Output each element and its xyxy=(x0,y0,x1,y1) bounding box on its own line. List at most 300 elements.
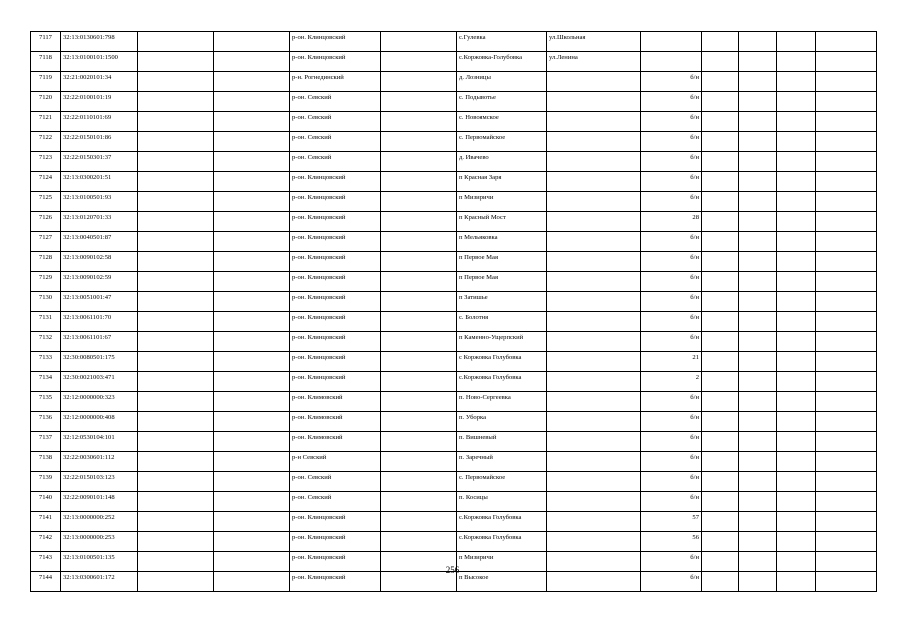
cell-settlement: п. Заречный xyxy=(457,452,547,472)
cell-empty xyxy=(739,512,777,532)
cell-district: р-он. Севский xyxy=(290,132,381,152)
cell-number: 7117 xyxy=(31,32,61,52)
cell-empty xyxy=(816,452,877,472)
cell-street xyxy=(547,192,641,212)
cell-number: 7144 xyxy=(31,572,61,592)
cell-cadastral-number: 32:30:0080501:175 xyxy=(61,352,138,372)
cell-settlement: п. Косицы xyxy=(457,492,547,512)
cell-empty xyxy=(816,292,877,312)
cell-empty xyxy=(702,132,739,152)
cell-empty xyxy=(702,392,739,412)
cell-empty xyxy=(702,272,739,292)
cell-cadastral-number: 32:13:0040501:87 xyxy=(61,232,138,252)
cell-settlement: с.Коржовка Голубовка xyxy=(457,372,547,392)
cell-empty xyxy=(816,52,877,72)
cell-cadastral-number: 32:21:0020101:34 xyxy=(61,72,138,92)
cell-empty xyxy=(816,72,877,92)
cell-empty xyxy=(214,132,290,152)
cell-house-number: б/н xyxy=(641,252,702,272)
cell-empty xyxy=(214,412,290,432)
cell-empty xyxy=(381,92,457,112)
cell-empty xyxy=(138,192,214,212)
cell-empty xyxy=(816,332,877,352)
cell-empty xyxy=(816,132,877,152)
cell-district: р-он. Севский xyxy=(290,92,381,112)
table-row xyxy=(31,532,877,552)
cell-empty xyxy=(739,452,777,472)
cell-cadastral-number: 32:12:0000000:323 xyxy=(61,392,138,412)
cell-empty xyxy=(381,252,457,272)
cell-empty xyxy=(138,92,214,112)
cell-street xyxy=(547,392,641,412)
cell-house-number xyxy=(641,52,702,72)
table-row xyxy=(31,172,877,192)
cell-house-number: б/н xyxy=(641,312,702,332)
cell-cadastral-number: 32:13:0061101:67 xyxy=(61,332,138,352)
cell-empty xyxy=(214,532,290,552)
cell-empty xyxy=(777,192,816,212)
cell-empty xyxy=(702,472,739,492)
cell-district: р-он. Клинцовский xyxy=(290,512,381,532)
cell-street xyxy=(547,132,641,152)
cell-empty xyxy=(138,232,214,252)
cell-empty xyxy=(777,52,816,72)
table-row xyxy=(31,452,877,472)
table-row xyxy=(31,212,877,232)
cell-empty xyxy=(138,52,214,72)
cell-number: 7123 xyxy=(31,152,61,172)
cell-empty xyxy=(777,392,816,412)
cell-district: р-н Севский xyxy=(290,452,381,472)
cell-cadastral-number: 32:13:0051001:47 xyxy=(61,292,138,312)
cell-empty xyxy=(777,352,816,372)
cell-empty xyxy=(214,252,290,272)
cell-empty xyxy=(214,292,290,312)
cell-district: р-он. Клинцовский xyxy=(290,232,381,252)
cell-street xyxy=(547,212,641,232)
cell-number: 7121 xyxy=(31,112,61,132)
cell-empty xyxy=(739,232,777,252)
cell-cadastral-number: 32:22:0030601:112 xyxy=(61,452,138,472)
cell-empty xyxy=(214,172,290,192)
cell-empty xyxy=(214,52,290,72)
cell-empty xyxy=(702,432,739,452)
cell-house-number: б/н xyxy=(641,152,702,172)
cell-settlement: д. Лозницы xyxy=(457,72,547,92)
table-row xyxy=(31,352,877,372)
cell-number: 7125 xyxy=(31,192,61,212)
cell-district: р-он. Клинцовский xyxy=(290,292,381,312)
cell-number: 7128 xyxy=(31,252,61,272)
cell-house-number: 56 xyxy=(641,532,702,552)
cell-settlement: д. Ивачево xyxy=(457,152,547,172)
cell-empty xyxy=(816,232,877,252)
cell-empty xyxy=(138,412,214,432)
cell-empty xyxy=(816,252,877,272)
cell-district: р-он. Клинцовский xyxy=(290,52,381,72)
cell-district: р-он. Клинцовский xyxy=(290,252,381,272)
cell-house-number: б/н xyxy=(641,292,702,312)
cell-street xyxy=(547,72,641,92)
table-row xyxy=(31,372,877,392)
cell-district: р-он. Климовский xyxy=(290,432,381,452)
cell-empty xyxy=(777,172,816,192)
cell-number: 7122 xyxy=(31,132,61,152)
cell-empty xyxy=(702,52,739,72)
cell-settlement: п Первое Мая xyxy=(457,272,547,292)
cell-empty xyxy=(138,512,214,532)
cell-empty xyxy=(777,72,816,92)
table-row xyxy=(31,92,877,112)
table-row xyxy=(31,292,877,312)
cell-house-number: 21 xyxy=(641,352,702,372)
cell-empty xyxy=(702,112,739,132)
cell-empty xyxy=(702,252,739,272)
cell-empty xyxy=(381,432,457,452)
cell-empty xyxy=(214,112,290,132)
cell-empty xyxy=(816,212,877,232)
cell-empty xyxy=(381,232,457,252)
cell-empty xyxy=(381,472,457,492)
cell-empty xyxy=(381,132,457,152)
cell-empty xyxy=(138,452,214,472)
cell-empty xyxy=(739,412,777,432)
cell-street xyxy=(547,472,641,492)
cell-empty xyxy=(138,312,214,332)
cell-empty xyxy=(816,352,877,372)
cell-house-number: 2 xyxy=(641,372,702,392)
cell-empty xyxy=(381,272,457,292)
cell-house-number: б/н xyxy=(641,452,702,472)
cell-district: р-он. Клинцовский xyxy=(290,32,381,52)
cell-number: 7133 xyxy=(31,352,61,372)
cell-empty xyxy=(381,452,457,472)
cell-empty xyxy=(702,512,739,532)
cell-number: 7129 xyxy=(31,272,61,292)
table-row xyxy=(31,32,877,52)
cell-cadastral-number: 32:13:0061101:70 xyxy=(61,312,138,332)
cell-settlement: с.Коржовка Голубовка xyxy=(457,532,547,552)
cell-empty xyxy=(214,232,290,252)
cell-empty xyxy=(214,272,290,292)
cell-empty xyxy=(777,372,816,392)
cell-empty xyxy=(381,392,457,412)
cell-empty xyxy=(739,252,777,272)
cell-number: 7143 xyxy=(31,552,61,572)
cell-street: ул.Ленина xyxy=(547,52,641,72)
cell-empty xyxy=(816,472,877,492)
cell-empty xyxy=(381,32,457,52)
cell-empty xyxy=(381,412,457,432)
cell-empty xyxy=(138,172,214,192)
cell-empty xyxy=(739,312,777,332)
cell-empty xyxy=(381,192,457,212)
cell-empty xyxy=(739,52,777,72)
cell-empty xyxy=(214,92,290,112)
table-row xyxy=(31,112,877,132)
cell-empty xyxy=(138,112,214,132)
cell-district: р-он. Клинцовский xyxy=(290,372,381,392)
cell-empty xyxy=(816,32,877,52)
cell-empty xyxy=(777,512,816,532)
cell-number: 7134 xyxy=(31,372,61,392)
cell-settlement: п Каменно-Ущерпский xyxy=(457,332,547,352)
cell-house-number: б/н xyxy=(641,572,702,592)
registry-table xyxy=(30,31,877,592)
cell-district: р-н. Рогнединский xyxy=(290,72,381,92)
table-row xyxy=(31,72,877,92)
cell-empty xyxy=(138,72,214,92)
cell-empty xyxy=(214,492,290,512)
cell-house-number: б/н xyxy=(641,172,702,192)
table-row xyxy=(31,152,877,172)
cell-empty xyxy=(381,152,457,172)
cell-empty xyxy=(214,32,290,52)
cell-empty xyxy=(739,72,777,92)
cell-empty xyxy=(816,272,877,292)
cell-empty xyxy=(702,172,739,192)
cell-empty xyxy=(816,92,877,112)
cell-street xyxy=(547,312,641,332)
cell-cadastral-number: 32:13:0090102:59 xyxy=(61,272,138,292)
cell-district: р-он. Севский xyxy=(290,112,381,132)
cell-number: 7120 xyxy=(31,92,61,112)
table-row xyxy=(31,392,877,412)
cell-street: ул.Школьная xyxy=(547,32,641,52)
cell-empty xyxy=(381,532,457,552)
cell-empty xyxy=(739,292,777,312)
cell-empty xyxy=(777,432,816,452)
cell-empty xyxy=(739,272,777,292)
cell-empty xyxy=(138,152,214,172)
cell-empty xyxy=(214,312,290,332)
table-row xyxy=(31,312,877,332)
cell-empty xyxy=(739,352,777,372)
cell-empty xyxy=(381,292,457,312)
cell-empty xyxy=(816,192,877,212)
cell-street xyxy=(547,412,641,432)
cell-empty xyxy=(381,312,457,332)
cell-district: р-он. Клинцовский xyxy=(290,352,381,372)
cell-empty xyxy=(381,492,457,512)
cell-empty xyxy=(702,352,739,372)
cell-empty xyxy=(702,372,739,392)
cell-empty xyxy=(777,212,816,232)
cell-house-number: б/н xyxy=(641,272,702,292)
cell-empty xyxy=(214,72,290,92)
cell-house-number xyxy=(641,32,702,52)
cell-empty xyxy=(739,472,777,492)
cell-empty xyxy=(702,492,739,512)
cell-empty xyxy=(777,472,816,492)
cell-empty xyxy=(777,112,816,132)
cell-number: 7132 xyxy=(31,332,61,352)
cell-house-number: б/н xyxy=(641,332,702,352)
cell-house-number: б/н xyxy=(641,412,702,432)
cell-empty xyxy=(816,152,877,172)
cell-settlement: п. Вишневый xyxy=(457,432,547,452)
cell-house-number: б/н xyxy=(641,72,702,92)
cell-cadastral-number: 32:22:0110101:69 xyxy=(61,112,138,132)
cell-empty xyxy=(739,492,777,512)
cell-settlement: п Мельяковка xyxy=(457,232,547,252)
cell-street xyxy=(547,532,641,552)
cell-empty xyxy=(777,532,816,552)
cell-house-number: 57 xyxy=(641,512,702,532)
cell-empty xyxy=(739,172,777,192)
cell-empty xyxy=(214,512,290,532)
cell-empty xyxy=(702,32,739,52)
cell-empty xyxy=(777,332,816,352)
cell-street xyxy=(547,452,641,472)
cell-empty xyxy=(138,352,214,372)
cell-empty xyxy=(214,352,290,372)
cell-empty xyxy=(777,272,816,292)
cell-house-number: б/н xyxy=(641,432,702,452)
cell-settlement: п Высокое xyxy=(457,572,547,592)
cell-empty xyxy=(381,172,457,192)
cell-empty xyxy=(214,472,290,492)
cell-cadastral-number: 32:22:0090101:148 xyxy=(61,492,138,512)
cell-empty xyxy=(381,72,457,92)
cell-district: р-он. Клинцовский xyxy=(290,172,381,192)
cell-street xyxy=(547,332,641,352)
cell-street xyxy=(547,292,641,312)
page-number: 256 xyxy=(445,565,460,575)
cell-number: 7137 xyxy=(31,432,61,452)
cell-district: р-он. Клинцовский xyxy=(290,212,381,232)
cell-cadastral-number: 32:12:0000000:408 xyxy=(61,412,138,432)
table-row xyxy=(31,192,877,212)
cell-empty xyxy=(214,372,290,392)
cell-street xyxy=(547,92,641,112)
cell-cadastral-number: 32:13:0300601:172 xyxy=(61,572,138,592)
cell-empty xyxy=(381,52,457,72)
table-row xyxy=(31,492,877,512)
cell-empty xyxy=(702,232,739,252)
cell-empty xyxy=(816,312,877,332)
cell-empty xyxy=(214,452,290,472)
cell-empty xyxy=(138,132,214,152)
cell-empty xyxy=(777,152,816,172)
cell-number: 7139 xyxy=(31,472,61,492)
cell-number: 7119 xyxy=(31,72,61,92)
cell-empty xyxy=(702,292,739,312)
cell-empty xyxy=(702,212,739,232)
cell-number: 7126 xyxy=(31,212,61,232)
cell-empty xyxy=(381,372,457,392)
cell-empty xyxy=(702,332,739,352)
cell-number: 7131 xyxy=(31,312,61,332)
cell-empty xyxy=(816,492,877,512)
cell-empty xyxy=(702,192,739,212)
cell-empty xyxy=(739,372,777,392)
cell-number: 7136 xyxy=(31,412,61,432)
cell-empty xyxy=(777,32,816,52)
cell-settlement: п Красная Заря xyxy=(457,172,547,192)
cell-number: 7124 xyxy=(31,172,61,192)
cell-settlement: п Затишье xyxy=(457,292,547,312)
cell-empty xyxy=(739,112,777,132)
cell-number: 7138 xyxy=(31,452,61,472)
cell-empty xyxy=(777,412,816,432)
cell-district: р-он. Климовский xyxy=(290,392,381,412)
cell-empty xyxy=(214,212,290,232)
cell-district: р-он. Севский xyxy=(290,152,381,172)
cell-empty xyxy=(214,332,290,352)
cell-empty xyxy=(739,32,777,52)
cell-district: р-он. Клинцовский xyxy=(290,192,381,212)
cell-settlement: с. Новоямское xyxy=(457,112,547,132)
cell-empty xyxy=(816,512,877,532)
cell-empty xyxy=(138,212,214,232)
cell-empty xyxy=(138,272,214,292)
cell-street xyxy=(547,372,641,392)
cell-cadastral-number: 32:22:0100101:19 xyxy=(61,92,138,112)
cell-empty xyxy=(777,92,816,112)
cell-empty xyxy=(777,312,816,332)
cell-settlement: п Мизиричи xyxy=(457,552,547,572)
cell-empty xyxy=(777,252,816,272)
cell-empty xyxy=(381,332,457,352)
cell-empty xyxy=(739,192,777,212)
cell-house-number: б/н xyxy=(641,132,702,152)
cell-empty xyxy=(816,432,877,452)
cell-empty xyxy=(138,292,214,312)
cell-number: 7140 xyxy=(31,492,61,512)
table-row xyxy=(31,132,877,152)
cell-empty xyxy=(777,232,816,252)
cell-empty xyxy=(739,392,777,412)
cell-settlement: с Коржовка Голубовка xyxy=(457,352,547,372)
cell-settlement: п. Уборка xyxy=(457,412,547,432)
cell-cadastral-number: 32:30:0021003:471 xyxy=(61,372,138,392)
cell-empty xyxy=(138,32,214,52)
cell-number: 7127 xyxy=(31,232,61,252)
cell-settlement: с.Гулевка xyxy=(457,32,547,52)
cell-empty xyxy=(702,72,739,92)
cell-empty xyxy=(381,112,457,132)
cell-number: 7135 xyxy=(31,392,61,412)
cell-house-number: 28 xyxy=(641,212,702,232)
cell-settlement: п Первое Мая xyxy=(457,252,547,272)
cell-empty xyxy=(777,452,816,472)
cell-cadastral-number: 32:13:0000000:252 xyxy=(61,512,138,532)
table-row xyxy=(31,432,877,452)
cell-number: 7141 xyxy=(31,512,61,532)
cell-empty xyxy=(214,432,290,452)
cell-empty xyxy=(702,312,739,332)
cell-empty xyxy=(777,492,816,512)
cell-empty xyxy=(138,532,214,552)
cell-cadastral-number: 32:13:0100501:135 xyxy=(61,552,138,572)
table-body xyxy=(31,32,877,592)
cell-street xyxy=(547,112,641,132)
cell-empty xyxy=(214,152,290,172)
cell-settlement: с.Коржовка Голубовка xyxy=(457,512,547,532)
cell-empty xyxy=(739,92,777,112)
cell-empty xyxy=(739,332,777,352)
cell-district: р-он. Клинцовский xyxy=(290,532,381,552)
cell-settlement: п Мизиричи xyxy=(457,192,547,212)
table-row xyxy=(31,512,877,532)
cell-cadastral-number: 32:13:0300201:51 xyxy=(61,172,138,192)
cell-house-number: б/н xyxy=(641,92,702,112)
cell-district: р-он. Клинцовский xyxy=(290,572,381,592)
cell-house-number: б/н xyxy=(641,492,702,512)
table-row xyxy=(31,272,877,292)
table-row xyxy=(31,412,877,432)
